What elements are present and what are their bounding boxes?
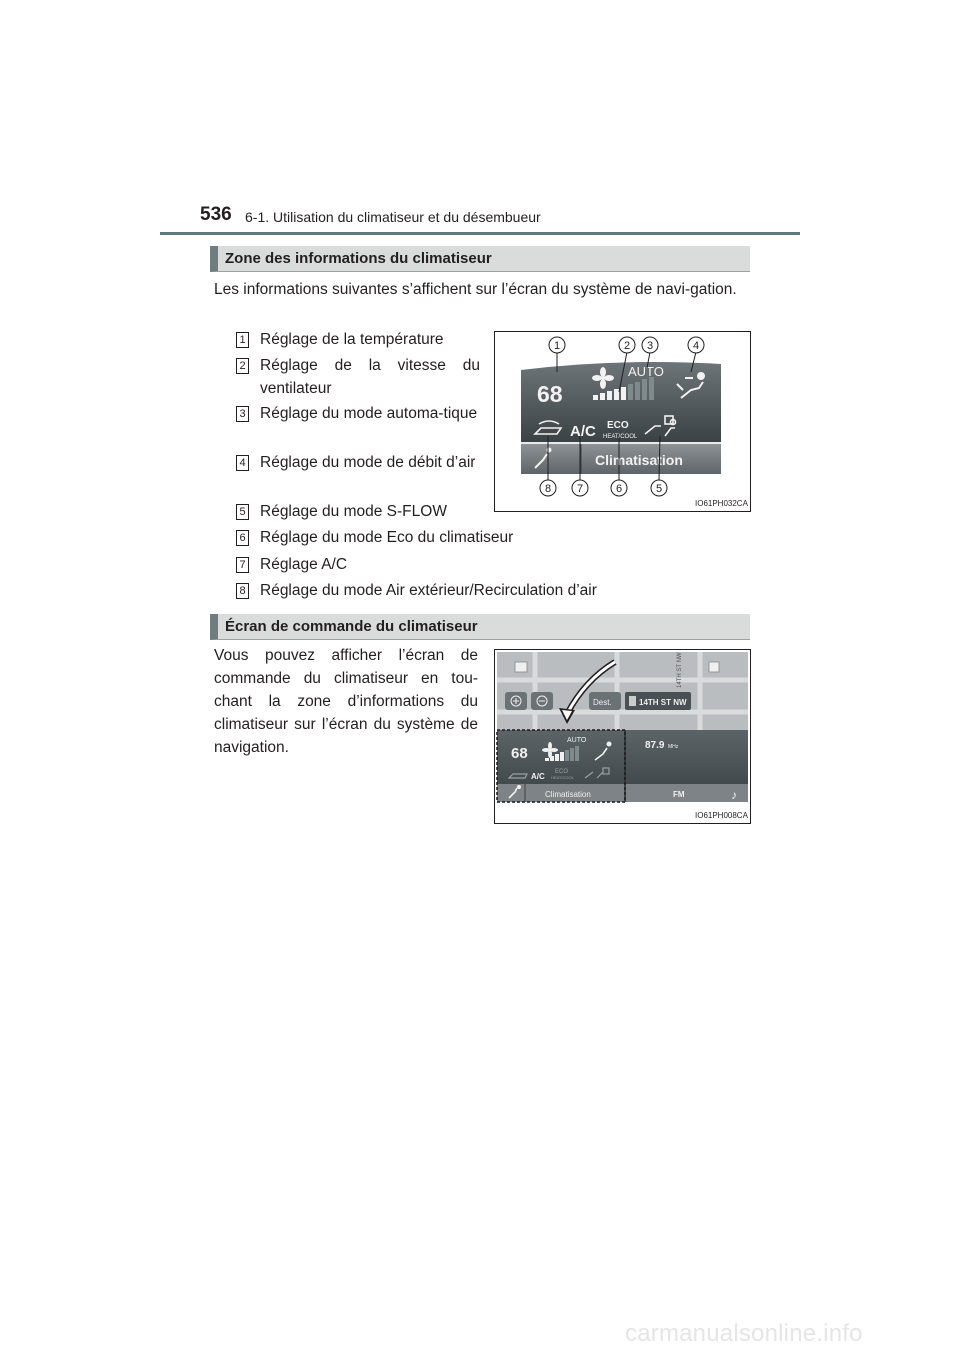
- item-text: Réglage du mode automa-tique: [260, 405, 478, 422]
- heat-cool-label: HEAT/COOL: [551, 775, 574, 780]
- callout-1: [549, 337, 565, 353]
- dest-button[interactable]: [589, 692, 621, 710]
- frequency-unit: MHz: [668, 744, 679, 750]
- item-number: 8: [236, 583, 249, 599]
- item-text: Réglage du mode de débit d’air: [260, 454, 476, 471]
- svg-text:6: 6: [615, 483, 623, 495]
- figure-climate-info-zone: [494, 331, 751, 512]
- item-text: Réglage de la vitesse du ventilateur: [260, 357, 480, 397]
- callout-5: [651, 480, 667, 496]
- item-number: 5: [236, 504, 249, 520]
- svg-text:5: 5: [655, 483, 663, 495]
- watermark: carmanualsonline.info: [625, 1320, 863, 1347]
- item-number: 4: [236, 455, 249, 471]
- intro-paragraph: Les informations suivantes s’affichent sur l’écran du système de navi-gation.: [214, 281, 737, 298]
- svg-text:4: 4: [692, 340, 700, 352]
- item-number: 6: [236, 530, 249, 546]
- item-text: Réglage du mode Eco du climatiseur: [260, 529, 514, 546]
- eco-label: ECO: [607, 420, 629, 431]
- auto-label: AUTO: [567, 737, 587, 744]
- control-screen-paragraph: Vous pouvez afficher l’écran de commande du climatiseur en tou-chant la zone d’informations du climatiseur sur l’écran du système de navigation.: [214, 647, 478, 756]
- figure-navigation-screen: [494, 649, 751, 824]
- page-number: 536: [200, 204, 232, 225]
- callout-7: [572, 480, 588, 496]
- callout-8: [540, 480, 556, 496]
- climate-info-illustration: [495, 332, 750, 511]
- item-text: Réglage de la température: [260, 331, 444, 348]
- section-heading-info-zone: [210, 246, 750, 272]
- header-rule: [160, 232, 800, 235]
- svg-text:2: 2: [623, 340, 631, 352]
- item-text: Réglage du mode S-FLOW: [260, 503, 447, 520]
- svg-text:8: 8: [544, 483, 552, 495]
- item-number: 7: [236, 557, 249, 573]
- item-number: 3: [236, 406, 249, 422]
- zoom-out-button[interactable]: [531, 692, 553, 710]
- svg-text:1: 1: [553, 340, 561, 352]
- callout-3: [642, 337, 658, 353]
- climatisation-label: Climatisation: [595, 452, 683, 468]
- temperature-readout: 68: [537, 381, 563, 407]
- item-number: 2: [236, 358, 249, 374]
- ac-label: A/C: [531, 772, 545, 781]
- figure-code: IO61PH032CA: [695, 499, 748, 508]
- chapter-title: 6-1. Utilisation du climatiseur et du désembueur: [245, 209, 541, 225]
- item-number: 1: [236, 332, 249, 348]
- svg-text:14TH ST NW: 14TH ST NW: [639, 698, 687, 707]
- zoom-in-button[interactable]: [505, 692, 527, 710]
- callout-2: [619, 337, 635, 353]
- radio-frequency: 87.9: [645, 740, 665, 751]
- svg-text:Dest.: Dest.: [593, 698, 612, 707]
- callout-4: [688, 337, 704, 353]
- section-title: Zone des informations du climatiseur: [225, 250, 492, 267]
- temperature-readout: 68: [511, 745, 528, 762]
- vertical-street-label: 14TH ST NW: [677, 652, 683, 688]
- fm-band-label[interactable]: FM: [673, 790, 685, 799]
- navigation-illustration: [495, 650, 750, 823]
- item-text: Réglage du mode Air extérieur/Recirculation d’air: [260, 582, 597, 599]
- item-text: Réglage A/C: [260, 556, 348, 573]
- heat-cool-label: HEAT/COOL: [603, 434, 638, 440]
- bottom-bar: [497, 784, 748, 802]
- street-label-box: [625, 692, 691, 710]
- figure-code: IO61PH008CA: [695, 811, 748, 820]
- eco-label: ECO: [555, 769, 569, 775]
- callout-6: [611, 480, 627, 496]
- section-heading-control-screen: [210, 614, 750, 640]
- section-title: Écran de commande du climatiseur: [225, 618, 478, 635]
- auto-label: AUTO: [628, 364, 664, 379]
- svg-text:3: 3: [646, 340, 654, 352]
- svg-text:7: 7: [576, 483, 584, 495]
- ac-label: A/C: [570, 423, 596, 440]
- music-note-icon: ♪: [731, 788, 737, 802]
- climatisation-label[interactable]: Climatisation: [545, 790, 591, 799]
